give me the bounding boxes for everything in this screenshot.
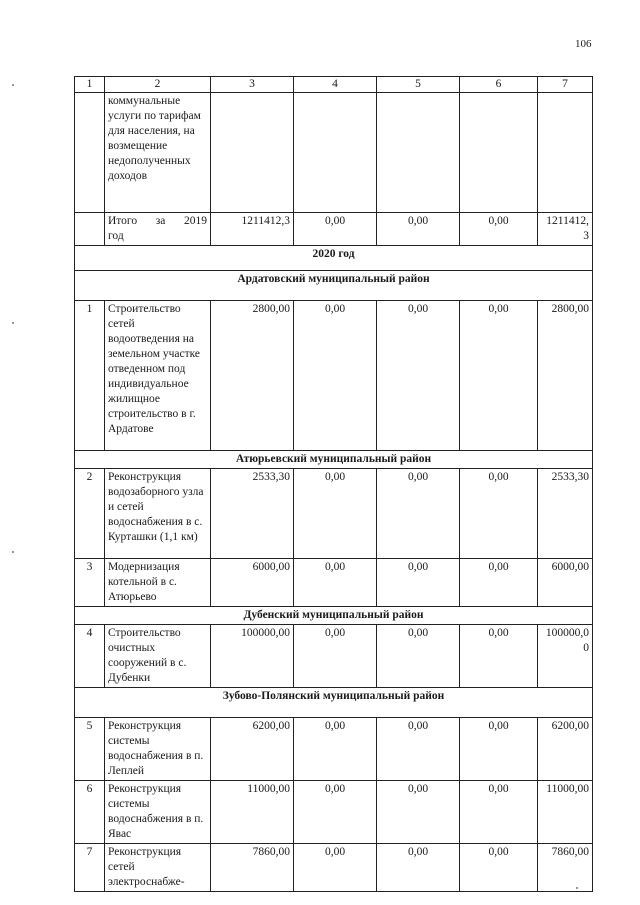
item-name: Реконструкция сетей электроснабже- — [105, 844, 211, 892]
item-col7: 6000,00 — [538, 559, 593, 607]
column-number-row — [75, 77, 593, 93]
total-2019-row — [75, 213, 593, 246]
item-col5: 0,00 — [377, 469, 460, 559]
total-label: Итого за 2019 год — [105, 213, 211, 246]
item-col5: 0,00 — [377, 301, 460, 451]
budget-table — [74, 76, 593, 892]
column-number: 7 — [538, 77, 593, 93]
item-col4: 0,00 — [294, 718, 377, 781]
item-col6: 0,00 — [460, 625, 538, 688]
item-col6: 0,00 — [460, 844, 538, 892]
column-number: 3 — [211, 77, 294, 93]
item-name: Реконструкция системы водоснабжения в п. Леплей — [105, 718, 211, 781]
districts-body — [75, 271, 593, 892]
item-col5: 0,00 — [377, 625, 460, 688]
item-name: Строительство сетей водоотведения на земельном участке отведенном под индивидуальное жилищное строительство в г. Ардатове — [105, 301, 211, 451]
item-col7: 11000,00 — [538, 781, 593, 844]
item-col4: 0,00 — [294, 781, 377, 844]
column-number: 4 — [294, 77, 377, 93]
item-name: Реконструкция системы водоснабжения в п. Явас — [105, 781, 211, 844]
total-col7: 1211412,3 — [538, 213, 593, 246]
district-name: Атюрьевский муниципальный район — [75, 451, 593, 469]
item-col6: 0,00 — [460, 718, 538, 781]
total-col4: 0,00 — [294, 213, 377, 246]
item-number: 6 — [75, 781, 105, 844]
item-col3: 7860,00 — [211, 844, 294, 892]
item-col5: 0,00 — [377, 781, 460, 844]
item-col3: 2533,30 — [211, 469, 294, 559]
district-heading-row — [75, 451, 593, 469]
item-col4: 0,00 — [294, 844, 377, 892]
scan-speck — [12, 322, 14, 324]
item-col6: 0,00 — [460, 781, 538, 844]
item-col5: 0,00 — [377, 559, 460, 607]
continuation-row — [75, 93, 593, 213]
item-col3: 11000,00 — [211, 781, 294, 844]
item-col7: 6200,00 — [538, 718, 593, 781]
item-name: Модернизация котельной в с. Атюрьево — [105, 559, 211, 607]
year-heading-row — [75, 246, 593, 271]
column-number: 2 — [105, 77, 211, 93]
item-col6: 0,00 — [460, 301, 538, 451]
item-number: 7 — [75, 844, 105, 892]
item-col3: 100000,00 — [211, 625, 294, 688]
item-col5: 0,00 — [377, 844, 460, 892]
item-number: 3 — [75, 559, 105, 607]
item-row — [75, 844, 593, 892]
item-col3: 6200,00 — [211, 718, 294, 781]
column-number: 6 — [460, 77, 538, 93]
district-name: Зубово-Полянский муниципальный район — [75, 688, 593, 718]
item-col4: 0,00 — [294, 301, 377, 451]
item-row — [75, 469, 593, 559]
item-col3: 6000,00 — [211, 559, 294, 607]
item-col6: 0,00 — [460, 469, 538, 559]
item-number: 4 — [75, 625, 105, 688]
year-heading: 2020 год — [75, 246, 593, 271]
item-col4: 0,00 — [294, 469, 377, 559]
item-row — [75, 559, 593, 607]
item-row — [75, 718, 593, 781]
item-name: коммунальные услуги по тарифам для населения, на возмещение недополученных доходов — [105, 93, 211, 213]
item-col3: 2800,00 — [211, 301, 294, 451]
column-number: 5 — [377, 77, 460, 93]
item-number: 1 — [75, 301, 105, 451]
district-name: Дубенский муниципальный район — [75, 607, 593, 625]
item-number: 5 — [75, 718, 105, 781]
item-number: 2 — [75, 469, 105, 559]
item-col4: 0,00 — [294, 625, 377, 688]
page-number: 106 — [575, 38, 592, 50]
scan-speck — [12, 84, 14, 86]
item-row — [75, 625, 593, 688]
total-col5: 0,00 — [377, 213, 460, 246]
item-col5: 0,00 — [377, 718, 460, 781]
district-heading-row — [75, 271, 593, 301]
scan-speck — [12, 551, 14, 553]
item-col7: 100000,00 — [538, 625, 593, 688]
district-heading-row — [75, 607, 593, 625]
district-heading-row — [75, 688, 593, 718]
item-col4: 0,00 — [294, 559, 377, 607]
column-number: 1 — [75, 77, 105, 93]
total-col3: 1211412,3 — [211, 213, 294, 246]
district-name: Ардатовский муниципальный район — [75, 271, 593, 301]
item-col6: 0,00 — [460, 559, 538, 607]
item-name: Строительство очистных сооружений в с. Дубенки — [105, 625, 211, 688]
item-row — [75, 781, 593, 844]
item-col7: 2533,30 — [538, 469, 593, 559]
item-col7: 7860,00 — [538, 844, 593, 892]
item-row — [75, 301, 593, 451]
item-col7: 2800,00 — [538, 301, 593, 451]
item-name: Реконструкция водозаборного узла и сетей водоснабжения в с. Курташки (1,1 км) — [105, 469, 211, 559]
total-col6: 0,00 — [460, 213, 538, 246]
